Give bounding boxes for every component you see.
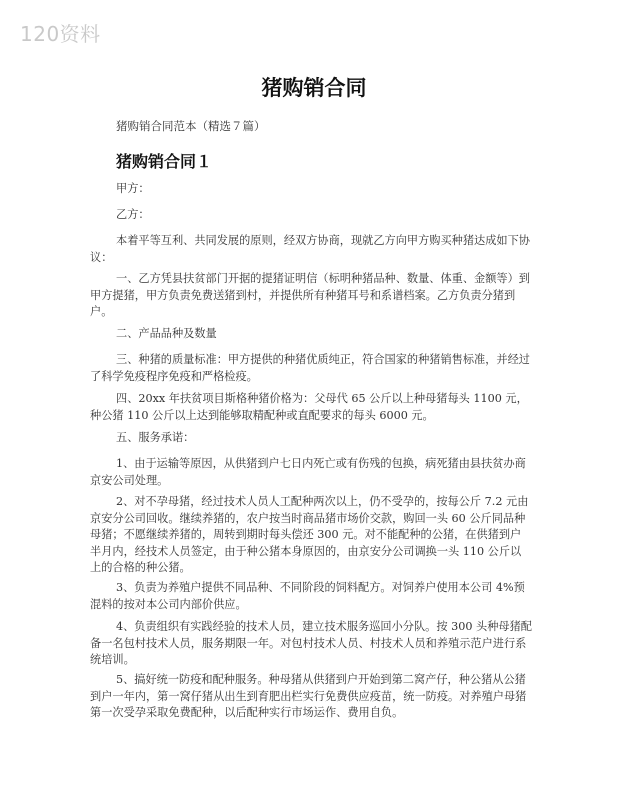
service-item-2: 2、对不孕母猪，经过技术人员人工配种两次以上，仍不受孕的，按每公斤 7.2 元由京安分公司回收。继续养猪的，农户按当时商品猪市场价交款，购回一头 60 公斤同品种母猪；不愿继续养猪的，周转到期时每头偿还 300 元。对不能配种的公猪，在供猪到户半月内，经技术人员签定，由于种公猪本身原因的，由京安分公司调换一头 110 公斤以上的合格的种公猪。 (90, 495, 529, 574)
clause-4: 四、20xx 年扶贫项目斯格种猪价格为：父母代 65 公斤以上种母猪每头 1100 元，种公猪 110 公斤以上达到能够取精配种或直配要求的每头 6000 元。 (90, 392, 528, 422)
clause-1: 一、乙方凭县扶贫部门开据的提猪证明信（标明种猪品种、数量、体重、金额等）到甲方提猪，甲方负责免费送猪到村，并提供所有种猪耳号和系谱档案。乙方负责分猪到户。 (90, 272, 530, 318)
service-item-4: 4、负责组织有实践经验的技术人员，建立技术服务巡回小分队。按 300 头种母猪配备一名包村技术人员，服务期限一年。对包村技术人员、村技术人员和养殖示范户进行系统培训。 (90, 620, 532, 666)
clause-2-heading: 二、产品品种及数量 (116, 327, 217, 340)
watermark: 120资料 (20, 22, 101, 46)
paragraph-intro: 本着平等互利、共同发展的原则，经双方协商，现就乙方向甲方购买种猪达成如下协议： (90, 234, 530, 264)
party-a-line: 甲方： (116, 182, 150, 195)
clause-3: 三、种猪的质量标准：甲方提供的种猪优质纯正，符合国家的种猪销售标准，并经过了科学免疫程序免疫和严格检疫。 (90, 353, 530, 383)
party-b-line: 乙方： (116, 208, 150, 221)
document-title: 猪购销合同 (261, 76, 367, 100)
document-subtitle: 猪购销合同范本（精选７篇） (116, 119, 266, 133)
service-item-5: 5、搞好统一防疫和配种服务。种母猪从供猪到户开始到第二窝产仔，种公猪从公猪到户一年内，第一窝仔猪从出生到育肥出栏实行免费供应疫苗，统一防疫。对养殖户母猪第一次受孕采取免费配种，以后配种实行市场运作、费用自负。 (90, 673, 527, 719)
section-heading: 猪购销合同１ (116, 152, 213, 171)
clause-5-heading: 五、服务承诺： (116, 431, 195, 444)
service-item-1: 1、由于运输等原因，从供猪到户七日内死亡或有伤残的包换，病死猪由县扶贫办商京安公司处理。 (90, 457, 526, 487)
service-item-3: 3、负责为养殖户提供不同品种、不同阶段的饲料配方。对饲养户使用本公司 4%预混料的按对本公司内部价供应。 (90, 581, 525, 611)
